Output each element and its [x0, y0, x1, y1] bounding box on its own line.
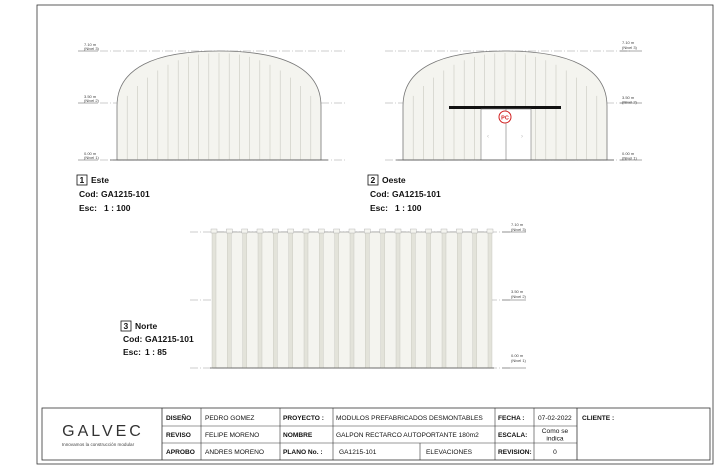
level-3-name: (Nivel 3) — [622, 45, 637, 50]
cliente-label: CLIENTE : — [582, 415, 615, 422]
rib-band — [442, 232, 446, 368]
level-1-elev: 0.00 m — [84, 151, 97, 156]
level-3-elev: 7.10 m — [622, 40, 635, 45]
esc-label: Esc: — [79, 203, 97, 213]
esc-label: Esc: — [370, 203, 388, 213]
rib-band — [396, 232, 400, 368]
cod-label: Cod: — [370, 189, 390, 199]
level-3-elev: 7.10 m — [84, 42, 97, 47]
plano-value: GA1215-101 — [339, 449, 377, 456]
diseno-label: DISEÑO — [166, 415, 192, 422]
fecha-label: FECHA : — [498, 415, 525, 422]
rib-cap — [395, 229, 401, 233]
level-marker-1 — [78, 151, 100, 160]
rib-cap — [226, 229, 232, 233]
view-name: Oeste — [382, 175, 406, 185]
rib-cap — [441, 229, 447, 233]
title-block — [42, 408, 710, 460]
door-left-arrow: ‹ — [487, 134, 489, 140]
aprobo-label: APROBO — [166, 449, 195, 456]
rib-cap — [242, 229, 248, 233]
rib-cap — [288, 229, 294, 233]
elevation-este — [77, 42, 345, 213]
level-marker-3 — [502, 222, 527, 232]
company-logo: GALVEC — [62, 423, 144, 440]
level-1-elev: 0.00 m — [511, 353, 524, 358]
level-marker-2 — [502, 289, 527, 300]
rib-band — [319, 232, 323, 368]
rib-band — [473, 232, 477, 368]
door-tag: PC — [501, 115, 509, 122]
cod-value: GA1215-101 — [101, 189, 150, 199]
view-name: Este — [91, 175, 109, 185]
rib-cap — [472, 229, 478, 233]
rib-band — [304, 232, 308, 368]
diseno-value: PEDRO GOMEZ — [205, 415, 255, 422]
rib-cap — [410, 229, 416, 233]
plano-label: PLANO No. : — [283, 449, 323, 456]
company-tagline: Innovamos la construcción modular — [61, 442, 135, 447]
level-1-name: (Nivel 1) — [84, 155, 99, 160]
rib-cap — [349, 229, 355, 233]
escala-value-line2: indica — [546, 435, 564, 443]
level-2-elev: 3.50 m — [84, 94, 97, 99]
cod-value: GA1215-101 — [145, 334, 194, 344]
rib-band — [212, 232, 216, 368]
elevation-norte — [121, 222, 527, 368]
rib-cap — [426, 229, 432, 233]
level-2-name: (Nivel 2) — [511, 294, 526, 299]
level-marker-1 — [620, 151, 642, 161]
reviso-label: REVISO — [166, 432, 191, 439]
view-number: 2 — [370, 175, 376, 185]
level-marker-2 — [620, 95, 642, 105]
level-2-elev: 3.50 m — [511, 289, 524, 294]
rib-band — [227, 232, 231, 368]
rib-cap — [380, 229, 386, 233]
escala-label: ESCALA: — [498, 432, 528, 439]
rib-band — [335, 232, 339, 368]
rib-cap — [272, 229, 278, 233]
esc-value: 1 : 100 — [395, 203, 422, 213]
level-marker-1 — [502, 353, 527, 368]
nombre-label: NOMBRE — [283, 432, 313, 439]
esc-value: 1 : 85 — [145, 347, 167, 357]
fecha-value: 07-02-2022 — [538, 415, 572, 422]
door-header-beam — [449, 106, 561, 109]
level-1-elev: 0.00 m — [622, 151, 635, 156]
view-name: Norte — [135, 321, 158, 331]
level-2-name: (Nivel 2) — [84, 98, 99, 103]
rib-band — [365, 232, 369, 368]
level-1-name: (Nivel 1) — [511, 358, 526, 363]
proyecto-label: PROYECTO : — [283, 415, 324, 422]
rib-band — [273, 232, 277, 368]
rib-band — [427, 232, 431, 368]
rib-band — [381, 232, 385, 368]
rib-band — [289, 232, 293, 368]
level-2-elev: 3.50 m — [622, 95, 635, 100]
view-number: 1 — [79, 175, 85, 185]
cod-label: Cod: — [123, 334, 143, 344]
esc-label: Esc: — [123, 347, 141, 357]
nombre-value: GALPON RECTARCO AUTOPORTANTE 180m2 — [336, 432, 479, 439]
cod-value: GA1215-101 — [392, 189, 441, 199]
door-right-arrow: › — [521, 134, 523, 140]
cod-label: Cod: — [79, 189, 99, 199]
rib-cap — [257, 229, 263, 233]
revision-label: REVISION: — [498, 449, 532, 456]
aprobo-value: ANDRES MORENO — [205, 449, 264, 456]
rib-cap — [364, 229, 370, 233]
rib-cap — [456, 229, 462, 233]
reviso-value: FELIPE MORENO — [205, 432, 260, 439]
rib-band — [411, 232, 415, 368]
elevation-oeste — [368, 40, 642, 213]
level-3-elev: 7.10 m — [511, 222, 524, 227]
plano-description: ELEVACIONES — [426, 449, 473, 456]
level-marker-2 — [78, 94, 100, 103]
rib-cap — [303, 229, 309, 233]
rib-band — [350, 232, 354, 368]
rib-cap — [487, 229, 493, 233]
rib-cap — [334, 229, 340, 233]
rib-band — [488, 232, 492, 368]
revision-value: 0 — [553, 449, 557, 456]
rib-band — [243, 232, 247, 368]
escala-value-line1: Como se — [541, 428, 569, 435]
level-3-name: (Nivel 3) — [84, 46, 99, 51]
rib-cap — [211, 229, 217, 233]
level-marker-3 — [620, 40, 642, 51]
rib-band — [258, 232, 262, 368]
level-1-name: (Nivel 1) — [622, 155, 637, 161]
view-number: 3 — [123, 321, 129, 331]
rib-band — [457, 232, 461, 368]
esc-value: 1 : 100 — [104, 203, 131, 213]
level-3-name: (Nivel 3) — [511, 227, 526, 232]
level-2-name: (Nivel 2) — [622, 99, 637, 105]
rib-cap — [318, 229, 324, 233]
level-marker-3 — [78, 42, 100, 51]
proyecto-value: MODULOS PREFABRICADOS DESMONTABLES — [336, 415, 483, 422]
